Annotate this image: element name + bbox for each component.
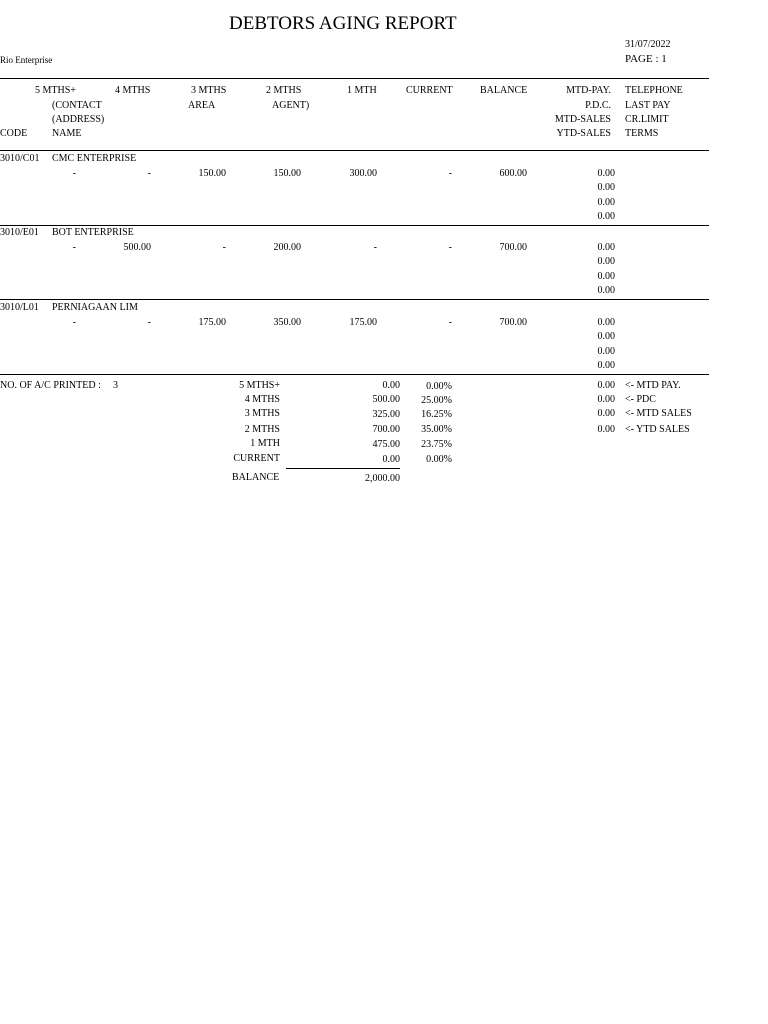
summary-amount: 325.00 (372, 409, 400, 420)
amount-3-mths: 175.00 (198, 317, 226, 328)
amount-balance: 700.00 (499, 317, 527, 328)
summary-mtd-pay-label: <- MTD PAY. (625, 380, 681, 391)
header-code: CODE (0, 128, 28, 139)
header-cr-limit: CR.LIMIT (625, 114, 669, 125)
debtor-code: 3010/C01 (0, 153, 40, 164)
summary-label: 2 MTHS (244, 424, 280, 435)
header-agent: AGENT) (272, 100, 310, 111)
header-4-mths: 4 MTHS (115, 85, 151, 96)
amount-balance: 700.00 (499, 242, 527, 253)
amount-1-mth: - (373, 242, 377, 253)
header-2-mths: 2 MTHS (266, 85, 302, 96)
summary-label: 4 MTHS (244, 394, 280, 405)
amount-2-mths: 350.00 (273, 317, 301, 328)
summary-amount: 700.00 (372, 424, 400, 435)
record-divider (0, 374, 709, 375)
record-divider (0, 299, 709, 300)
summary-amount: 0.00 (382, 454, 400, 465)
report-title: DEBTORS AGING REPORT (229, 13, 457, 34)
mtd-pay-value: 0.00 (597, 317, 615, 328)
summary-amount: 475.00 (372, 439, 400, 450)
summary-mtd-sales-value: 0.00 (597, 408, 615, 419)
header-balance: BALANCE (480, 85, 528, 96)
header-terms: TERMS (625, 128, 659, 139)
ytd-sales-value: 0.00 (597, 285, 615, 296)
header-divider-bottom (0, 150, 709, 151)
debtor-code: 3010/E01 (0, 227, 39, 238)
summary-label: 3 MTHS (244, 408, 280, 419)
debtor-name: BOT ENTERPRISE (52, 227, 134, 238)
report-date: 31/07/2022 (625, 39, 671, 50)
debtor-name: CMC ENTERPRISE (52, 153, 137, 164)
amount-balance: 600.00 (499, 168, 527, 179)
summary-balance-label: BALANCE (232, 472, 280, 483)
amount-1-mth: 175.00 (349, 317, 377, 328)
summary-label: 5 MTHS+ (239, 380, 280, 391)
debtor-code: 3010/L01 (0, 302, 39, 313)
amount-5-mths: - (72, 242, 76, 253)
summary-percent: 35.00% (421, 424, 452, 435)
ytd-sales-value: 0.00 (597, 360, 615, 371)
amount-current: - (448, 168, 452, 179)
mtd-sales-value: 0.00 (597, 346, 615, 357)
accounts-printed-label: NO. OF A/C PRINTED : (0, 380, 101, 391)
header-3-mths: 3 MTHS (191, 85, 227, 96)
summary-pdc-value: 0.00 (597, 394, 615, 405)
amount-5-mths: - (72, 317, 76, 328)
amount-3-mths: 150.00 (198, 168, 226, 179)
summary-amount: 500.00 (372, 394, 400, 405)
summary-ytd-sales-value: 0.00 (597, 424, 615, 435)
header-last-pay: LAST PAY (625, 100, 671, 111)
company-name: Rio Enterprise (0, 55, 53, 65)
amount-current: - (448, 317, 452, 328)
amount-2-mths: 200.00 (273, 242, 301, 253)
summary-pdc-label: <- PDC (625, 394, 656, 405)
summary-ytd-sales-label: <- YTD SALES (625, 424, 690, 435)
header-divider-top (0, 78, 709, 79)
header-name: NAME (52, 128, 82, 139)
summary-balance-amount: 2,000.00 (365, 473, 400, 484)
ytd-sales-value: 0.00 (597, 211, 615, 222)
page-number: PAGE : 1 (625, 53, 667, 65)
debtor-name: PERNIAGAAN LIM (52, 302, 138, 313)
summary-percent: 16.25% (421, 409, 452, 420)
summary-percent: 23.75% (421, 439, 452, 450)
summary-total-rule (286, 468, 400, 469)
summary-percent: 0.00% (426, 454, 452, 465)
summary-label: 1 MTH (250, 438, 280, 449)
amount-4-mths: - (147, 168, 151, 179)
amount-2-mths: 150.00 (273, 168, 301, 179)
amount-5-mths: - (72, 168, 76, 179)
header-address: (ADDRESS) (52, 114, 105, 125)
amount-1-mth: 300.00 (349, 168, 377, 179)
summary-percent: 25.00% (421, 395, 452, 406)
header-mtd-sales: MTD-SALES (554, 114, 611, 125)
header-1-mth: 1 MTH (347, 85, 377, 96)
mtd-pay-value: 0.00 (597, 242, 615, 253)
pdc-value: 0.00 (597, 182, 615, 193)
summary-percent: 0.00% (426, 381, 452, 392)
amount-current: - (448, 242, 452, 253)
record-divider (0, 225, 709, 226)
pdc-value: 0.00 (597, 256, 615, 267)
header-current: CURRENT (406, 85, 453, 96)
amount-3-mths: - (222, 242, 226, 253)
amount-4-mths: - (147, 317, 151, 328)
header-area: AREA (188, 100, 216, 111)
header-telephone: TELEPHONE (625, 85, 683, 96)
header-pdc: P.D.C. (585, 100, 611, 111)
header-ytd-sales: YTD-SALES (556, 128, 611, 139)
pdc-value: 0.00 (597, 331, 615, 342)
header-contact: (CONTACT (52, 100, 102, 111)
accounts-printed-count: 3 (113, 380, 118, 391)
header-5-mths: 5 MTHS+ (35, 85, 76, 96)
mtd-sales-value: 0.00 (597, 197, 615, 208)
header-mtd-pay: MTD-PAY. (566, 85, 611, 96)
summary-mtd-pay-value: 0.00 (597, 380, 615, 391)
summary-label: CURRENT (233, 453, 280, 464)
mtd-pay-value: 0.00 (597, 168, 615, 179)
mtd-sales-value: 0.00 (597, 271, 615, 282)
amount-4-mths: 500.00 (123, 242, 151, 253)
summary-amount: 0.00 (382, 380, 400, 391)
summary-mtd-sales-label: <- MTD SALES (625, 408, 692, 419)
